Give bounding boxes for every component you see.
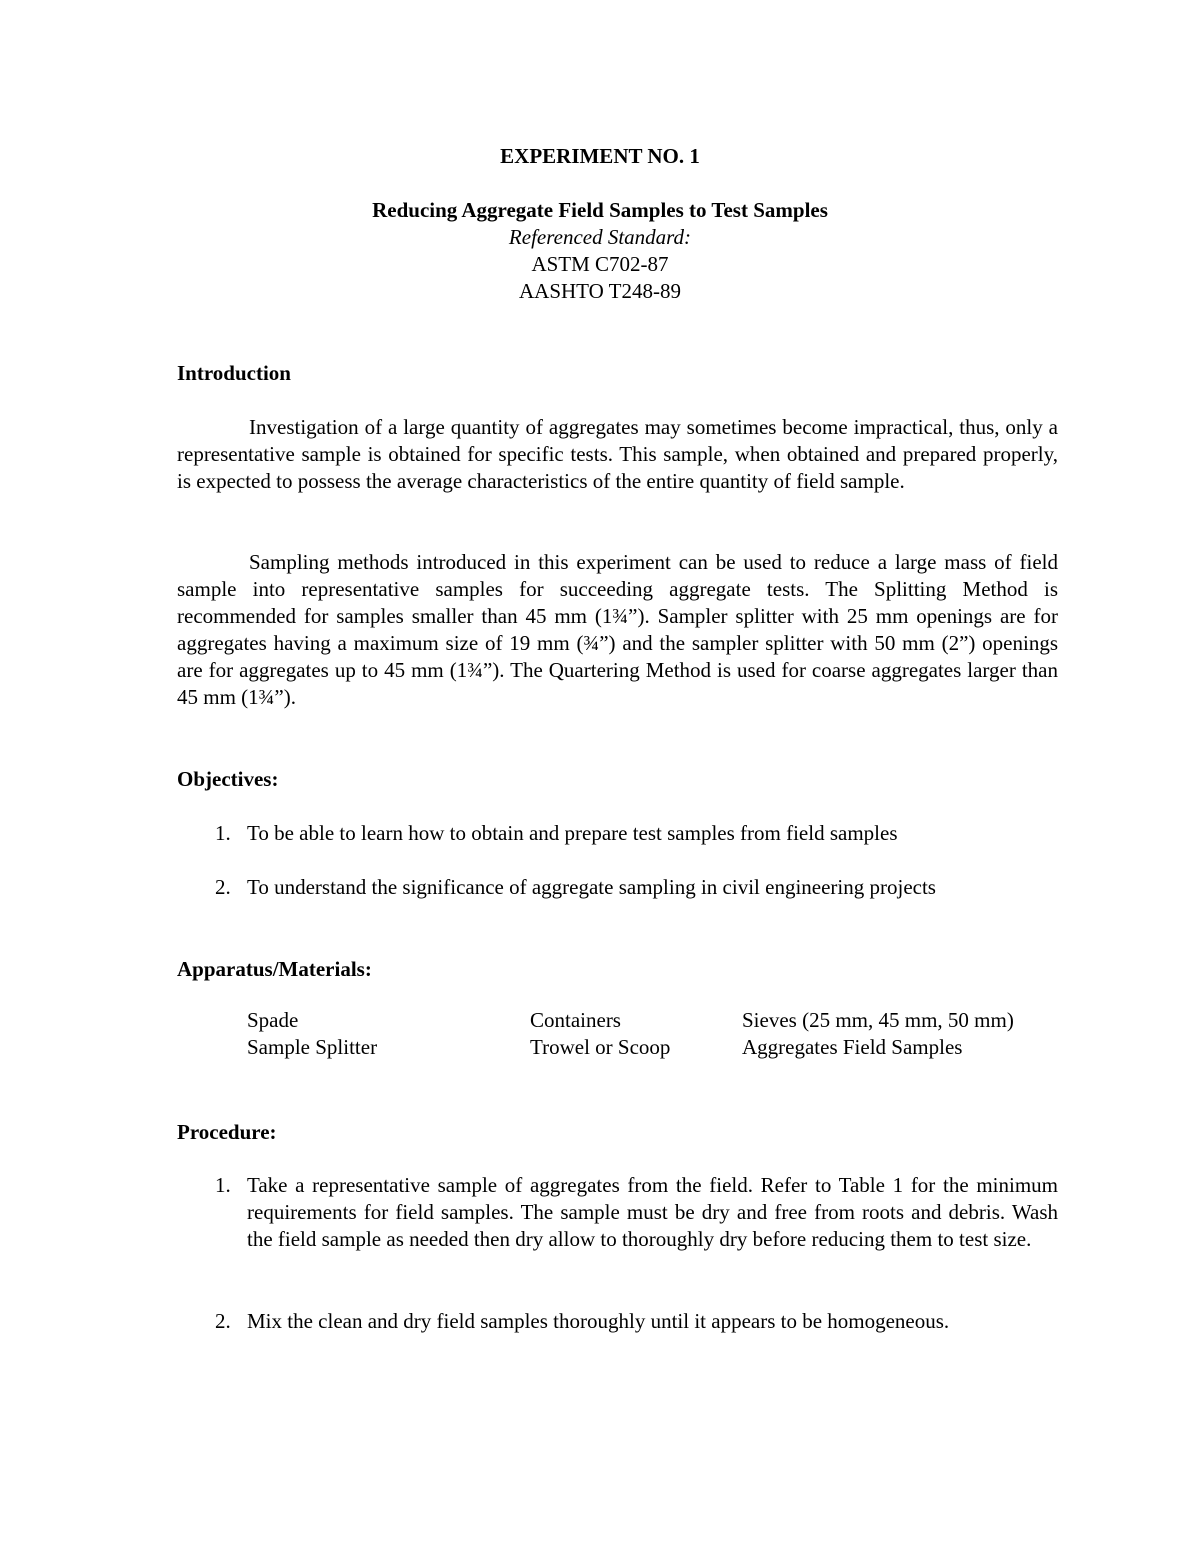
table-cell: Spade	[247, 1008, 299, 1032]
list-item-text: Mix the clean and dry field samples thoroughly until it appears to be homogeneous.	[247, 1309, 950, 1333]
experiment-title: EXPERIMENT NO. 1	[500, 144, 700, 168]
list-item-text: To understand the significance of aggregate sampling in civil engineering projects	[247, 875, 936, 899]
table-row	[247, 1034, 1014, 1061]
introduction-paragraph-1: Investigation of a large quantity of aggregates may sometimes become impractical, thus, only a representative sample is obtained for specific tests. This sample, when obtained and prepared properly, is expected to possess the average characteristics of the entire quantity of field sample.	[177, 415, 1058, 493]
table-cell: Trowel or Scoop	[530, 1035, 671, 1059]
introduction-heading: Introduction	[177, 361, 291, 385]
experiment-subtitle: Reducing Aggregate Field Samples to Test Samples	[372, 198, 828, 222]
list-item	[177, 820, 1058, 847]
table-cell: Containers	[530, 1008, 621, 1032]
list-item-number: 2.	[215, 1309, 231, 1333]
procedure-heading: Procedure:	[177, 1120, 277, 1144]
list-item-number: 1.	[215, 821, 231, 845]
objectives-heading: Objectives:	[177, 767, 279, 791]
list-item-text: To be able to learn how to obtain and prepare test samples from field samples	[247, 821, 898, 845]
apparatus-heading: Apparatus/Materials:	[177, 957, 372, 981]
objectives-list-2	[177, 874, 1058, 901]
referenced-standard-label: Referenced Standard:	[508, 225, 692, 249]
objectives-list	[177, 820, 1058, 847]
introduction-paragraph-2: Sampling methods introduced in this experiment can be used to reduce a large mass of field sample into representative samples for succeeding aggregate tests. The Splitting Method is recommended for samples smaller than 45 mm (1¾”). Sampler splitter with 25 mm openings are for aggregates having a maximum size of 19 mm (¾”) and the sampler splitter with 50 mm (2”) openings are for aggregates up to 45 mm (1¾”). The Quartering Method is used for coarse aggregates larger than 45 mm (1¾”).	[177, 550, 1058, 709]
list-item-number: 1.	[215, 1173, 231, 1197]
list-item	[177, 1172, 1058, 1253]
table-cell: Sample Splitter	[247, 1035, 378, 1059]
procedure-list-2	[177, 1308, 1058, 1335]
list-item	[177, 874, 1058, 901]
apparatus-table	[247, 1007, 1014, 1061]
list-item	[177, 1308, 1058, 1335]
standard-aashto: AASHTO T248-89	[519, 279, 681, 303]
table-cell: Sieves (25 mm, 45 mm, 50 mm)	[742, 1008, 1014, 1032]
list-item-text: Take a representative sample of aggregates from the field. Refer to Table 1 for the minimum requirements for field samples. The sample must be dry and free from roots and debris. Wash the field sample as needed then dry allow to thoroughly dry before reducing them to test size.	[247, 1173, 1058, 1251]
standard-astm: ASTM C702-87	[531, 252, 669, 276]
table-row	[247, 1007, 1014, 1034]
list-item-number: 2.	[215, 875, 231, 899]
table-cell: Aggregates Field Samples	[742, 1035, 963, 1059]
procedure-list	[177, 1172, 1058, 1253]
